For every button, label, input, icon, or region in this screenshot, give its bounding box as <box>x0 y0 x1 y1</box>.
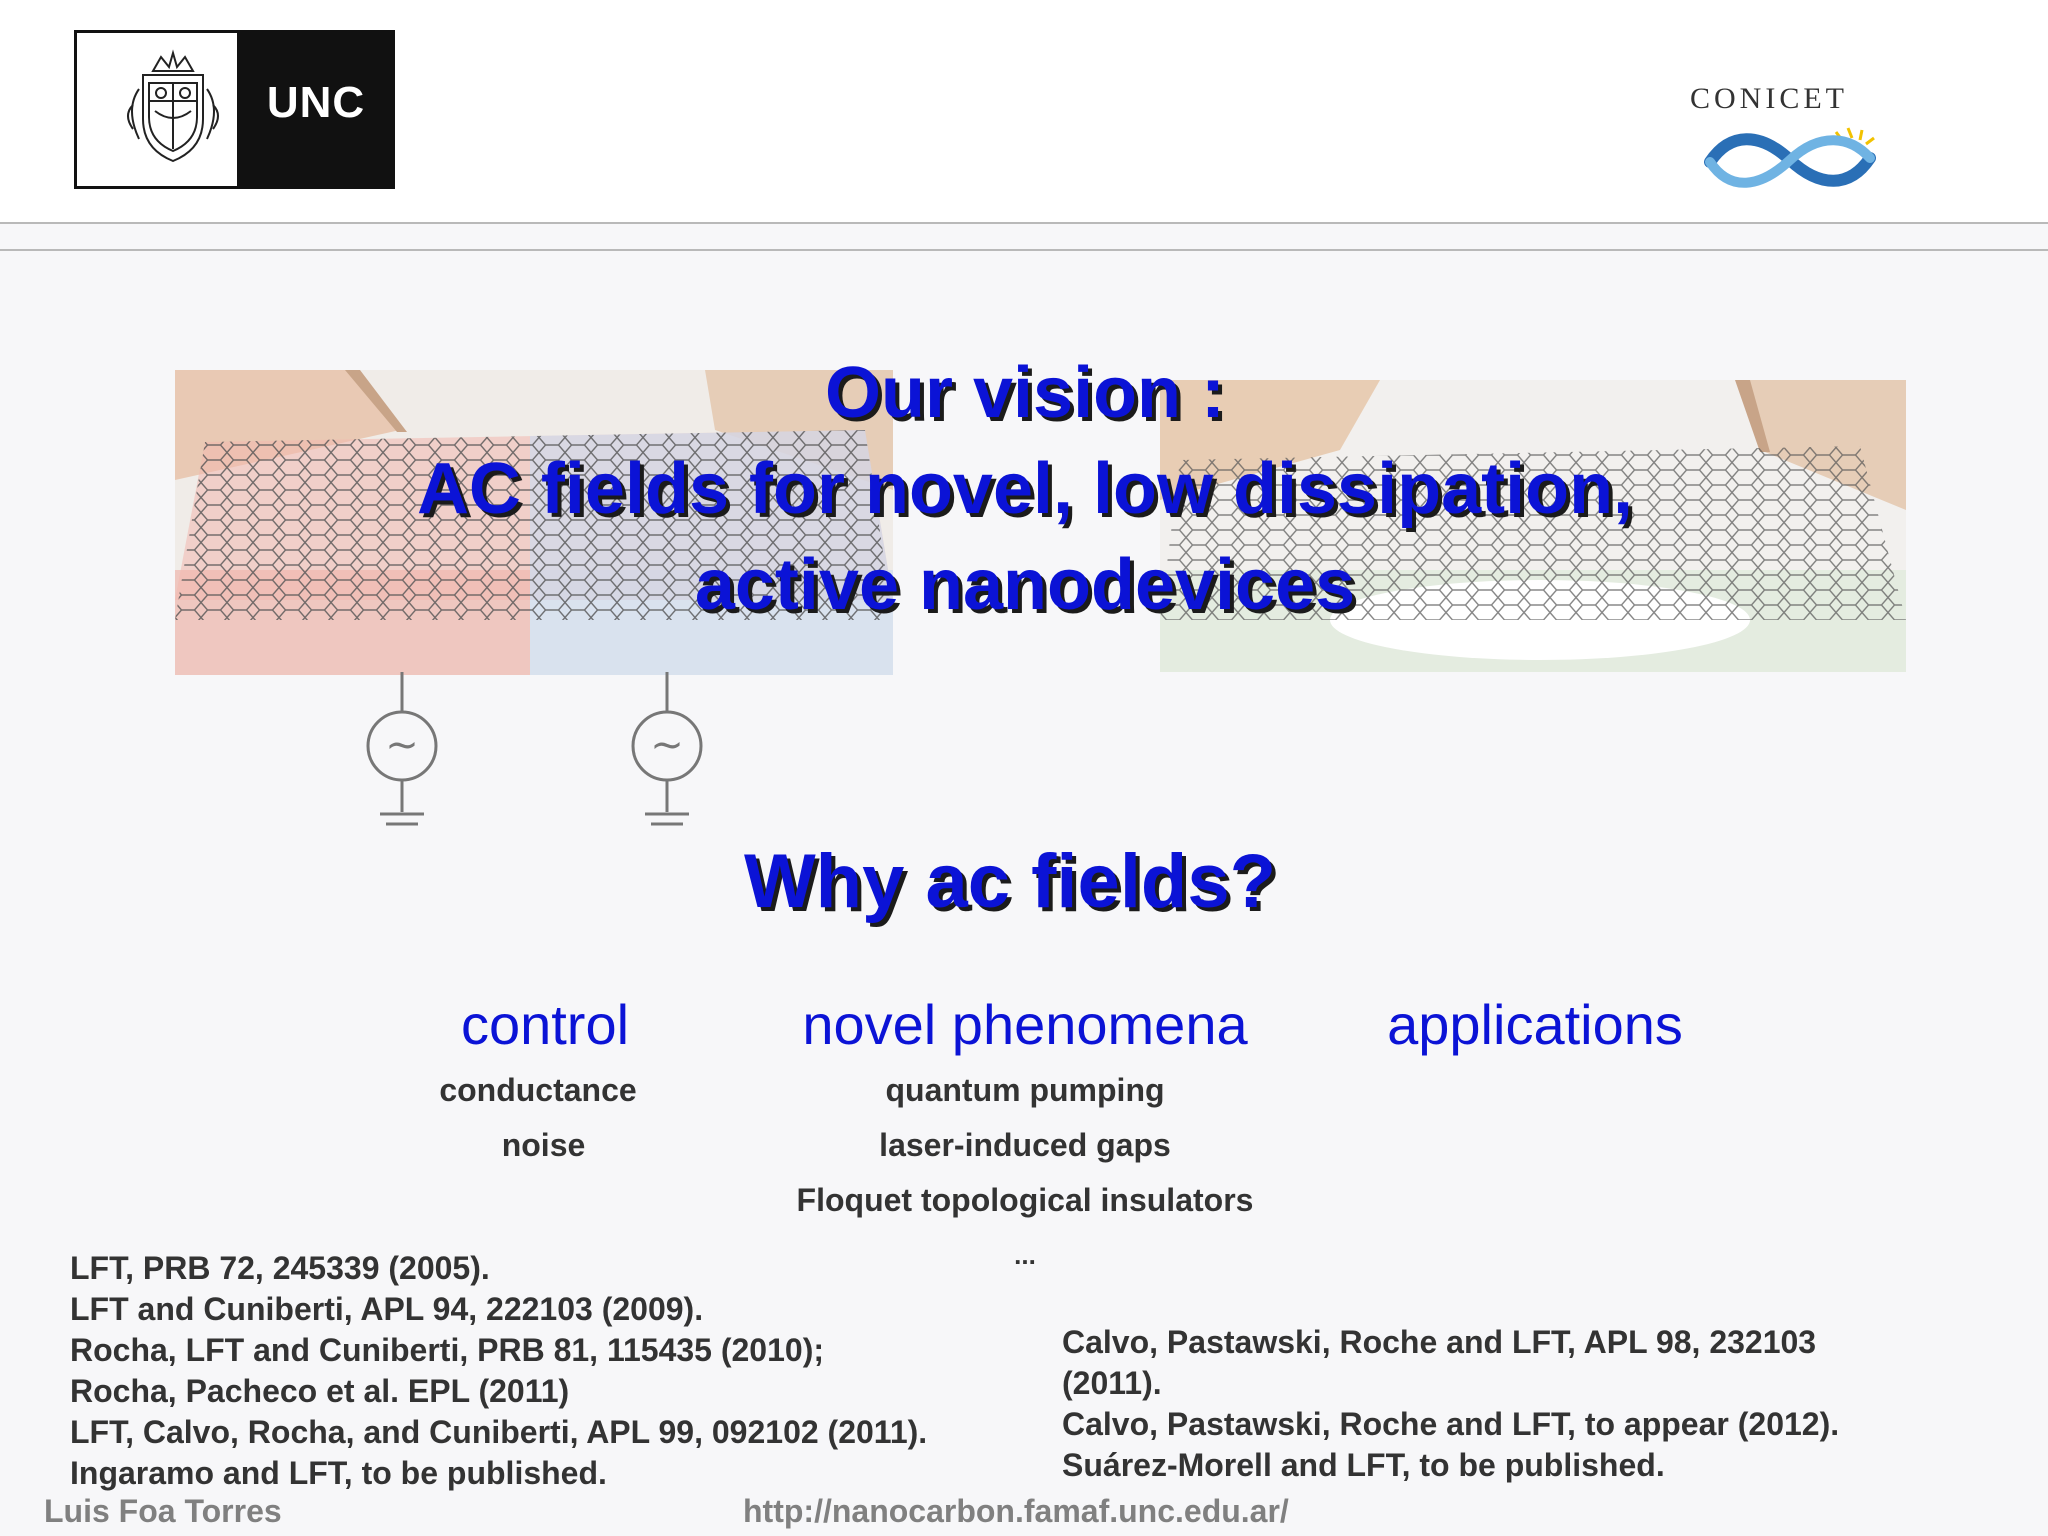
unc-logo-block <box>237 30 395 189</box>
ac-source-symbol-2: ~ <box>650 722 684 768</box>
novel-item-quantum-pumping: quantum pumping <box>885 1072 1165 1108</box>
footer-url[interactable]: http://nanocarbon.famaf.unc.edu.ar/ <box>743 1493 1289 1529</box>
reference-item: Ingaramo and LFT, to be published. <box>70 1455 607 1491</box>
infinity-sun-icon <box>1700 122 1880 192</box>
references-right <box>1062 1322 1839 1486</box>
column-heading-control: control <box>460 993 630 1056</box>
reference-item: Suárez-Morell and LFT, to be published. <box>1062 1447 1665 1483</box>
reference-item: (2011). <box>1062 1365 1162 1401</box>
slide-title <box>260 345 1790 633</box>
reference-item: Calvo, Pastawski, Roche and LFT, to appear (2012). <box>1062 1406 1840 1442</box>
control-item-conductance: conductance <box>439 1072 637 1108</box>
reference-item: LFT, PRB 72, 245339 (2005). <box>70 1250 490 1286</box>
control-item-noise: noise <box>501 1127 586 1163</box>
slide-title-line-2: AC fields for novel, low dissipation, <box>416 449 1634 529</box>
reference-item: Rocha, Pacheco et al. EPL (2011) <box>70 1373 570 1409</box>
slide-title-line-3: active nanodevices <box>694 545 1356 625</box>
ac-source-circuit <box>365 672 715 842</box>
ac-source-symbol-1: ~ <box>385 722 419 768</box>
footer-author: Luis Foa Torres <box>44 1493 282 1529</box>
novel-item-floquet-topological-insulators: Floquet topological insulators <box>796 1182 1254 1218</box>
conicet-logo <box>1690 82 1890 192</box>
novel-item-laser-induced-gaps: laser-induced gaps <box>879 1127 1171 1163</box>
column-heading-novel-phenomena: novel phenomena <box>802 993 1248 1056</box>
header-divider <box>0 222 2048 224</box>
reference-item: LFT and Cuniberti, APL 94, 222103 (2009). <box>70 1291 704 1327</box>
reference-item: Rocha, LFT and Cuniberti, PRB 81, 115435 (2010); <box>70 1332 824 1368</box>
reference-item: LFT, Calvo, Rocha, and Cuniberti, APL 99, 092102 (2011). <box>70 1414 928 1450</box>
unc-logo <box>74 30 392 189</box>
column-heading-applications: applications <box>1387 993 1683 1056</box>
slide-subtitle: Why ac fields? <box>743 839 1277 924</box>
header-divider-lower <box>0 249 2048 251</box>
references-left <box>70 1248 927 1494</box>
university-seal-icon <box>109 49 237 171</box>
conicet-logo-text: CONICET <box>1690 82 1848 115</box>
novel-item-ellipsis: ... <box>1014 1240 1036 1270</box>
slide-title-line-1: Our vision : <box>824 353 1226 433</box>
reference-item: Calvo, Pastawski, Roche and LFT, APL 98, 232103 <box>1062 1324 1817 1360</box>
unc-logo-text: UNC <box>266 78 366 127</box>
